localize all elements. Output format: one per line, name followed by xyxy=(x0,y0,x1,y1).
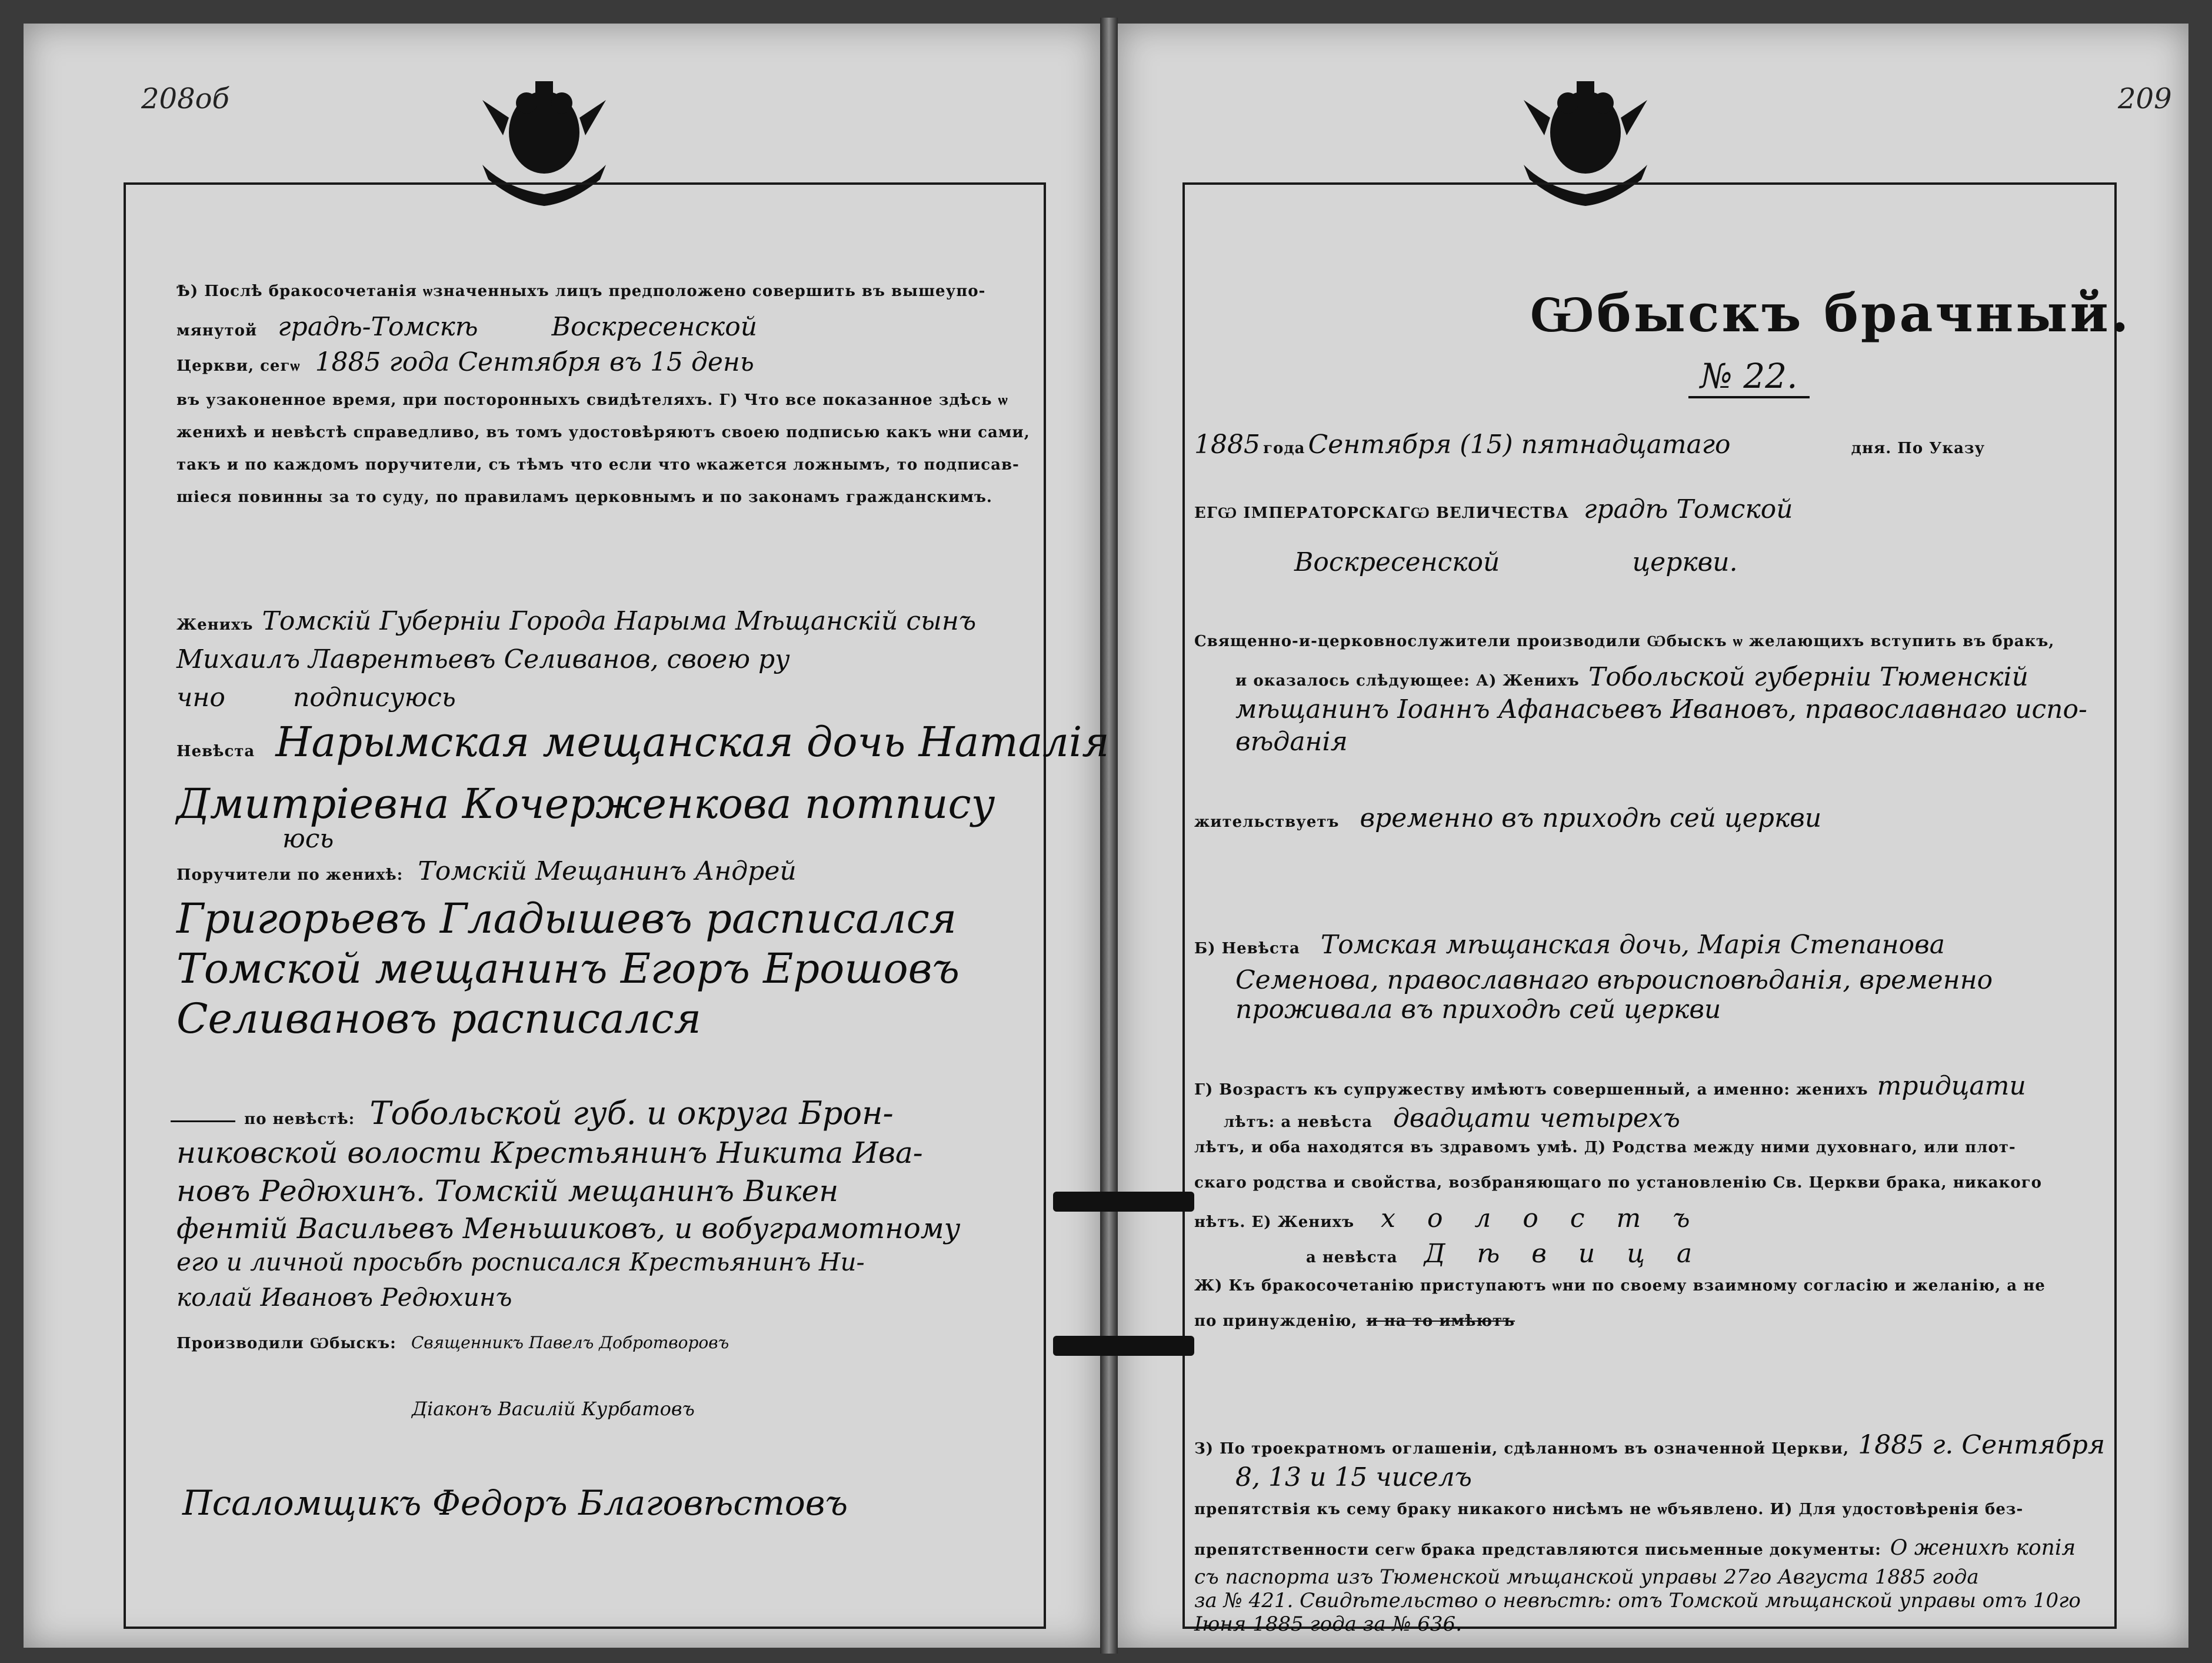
groom-text: Тобольской губерніи Тюменскій xyxy=(1588,662,2028,692)
consent-line-1: Ж) Къ бракосочетанію приступаютъ ѡни по своему взаимному согласію и желанію, а не xyxy=(1194,1277,2046,1295)
section-v-print: Церкви, сегѡ xyxy=(176,357,301,375)
form-frame xyxy=(1182,182,2117,1629)
date-line xyxy=(1194,430,1985,460)
documents-line-3: съ паспорта изъ Тюменской мѣщанской управы 27го Августа 1885 года xyxy=(1194,1565,1979,1589)
age-text: лѣтъ: а невѣста xyxy=(1224,1113,1372,1131)
struck-text: и на то имѣютъ xyxy=(1366,1312,1515,1330)
guarantors-bride-line-6: колай Ивановъ Редюхинъ xyxy=(176,1283,512,1312)
groom-line-1 xyxy=(176,606,976,636)
guarantors-bride-line-2: никовской волости Крестьянинъ Никита Ива- xyxy=(176,1136,923,1170)
bride-status-label: а невѣста xyxy=(1306,1249,1398,1266)
binding-thread xyxy=(1053,1336,1194,1356)
clergy-line: Священно-и-церковнослужители производили Ѡбыскъ ѡ желающихъ вступить въ бракъ, xyxy=(1194,633,2055,650)
groom-line-3: вѣданія xyxy=(1235,727,1348,757)
groom-line-2: мѣщанинъ Іоаннъ Афанасьевъ Ивановъ, православнаго испо- xyxy=(1235,694,2087,724)
age-text: Г) Возрастъ къ супружеству имѣютъ совершенный, а именно: женихъ xyxy=(1194,1081,1868,1099)
banns-line-2: 8, 13 и 15 чиселъ xyxy=(1235,1462,1472,1492)
deacon-signature: Діаконъ Василій Курбатовъ xyxy=(412,1398,695,1420)
decree-text: дня. По Указу xyxy=(1851,440,1986,457)
bride-age: двадцати четырехъ xyxy=(1393,1103,1680,1133)
section-v-line-4: въ узаконенное время, при посторонныхъ свидѣтеляхъ. Г) Что все показанное здѣсь ѡ xyxy=(176,391,1008,409)
section-v-city: градѣ-Томскѣ xyxy=(278,312,478,342)
banns-date: 1885 г. Сентября xyxy=(1858,1430,2106,1460)
priest-signature: Священникъ Павелъ Добротворовъ xyxy=(411,1333,729,1352)
bride-line-1 xyxy=(176,718,1110,766)
guarantors-bride-text: Тобольской губ. и округа Брон- xyxy=(369,1095,894,1132)
section-v-line-1: Ѣ) Послѣ бракосочетанія ѡзначенныхъ лицъ предположено совершить въ вышеупо- xyxy=(176,282,986,300)
guarantors-groom-label: Поручители по женихѣ: xyxy=(176,866,404,884)
guarantors-bride-line-5: его и личной просьбѣ росписался Крестьянинъ Ни- xyxy=(176,1248,865,1276)
age-line-2 xyxy=(1224,1103,1680,1133)
section-v-line-7: шіеся повинны за то суду, по правиламъ церковнымъ и по законамъ гражданскимъ. xyxy=(176,488,992,506)
majesty-line xyxy=(1194,494,1793,524)
page-number: 208об xyxy=(141,82,229,115)
guarantors-groom-text: Томскій Мещанинъ Андрей xyxy=(418,856,797,886)
guarantors-bride-line-4: фентій Васильевъ Меньшиковъ, и вобуграмотному xyxy=(176,1212,961,1245)
residence-label: жительствуетъ xyxy=(1194,813,1340,831)
status-line-1 xyxy=(1194,1203,1702,1233)
bride-status: Д ѣ в и ц а xyxy=(1424,1239,1704,1269)
residence-line xyxy=(1194,803,1821,833)
year: 1885 xyxy=(1194,430,1260,460)
document-title: Ѡбыскъ брачный. xyxy=(1530,282,2131,344)
year-label: года xyxy=(1263,440,1305,457)
section-v-line-6: такъ и по каждомъ поручители, съ тѣмъ что если что ѡкажется ложнымъ, то подписав- xyxy=(176,456,1020,474)
guarantors-groom-line-1 xyxy=(176,856,797,886)
church-line xyxy=(1294,547,1738,577)
kinship-line-1: лѣтъ, и оба находятся въ здравомъ умѣ. Д) Родства между ними духовнаго, или плот- xyxy=(1194,1139,2016,1156)
groom-label: и оказалось слѣдующее: А) Женихъ xyxy=(1235,672,1580,690)
bride-label: Невѣста xyxy=(176,743,255,760)
groom-line-1 xyxy=(1235,662,2028,692)
psalmist-signature: Псаломщикъ Федоръ Благовѣстовъ xyxy=(182,1483,848,1523)
guarantors-bride-label: по невѣстѣ: xyxy=(244,1110,355,1128)
section-v-line-5: женихѣ и невѣстѣ справедливо, въ томъ удостовѣряютъ своею подписью какъ ѡни сами, xyxy=(176,424,1030,441)
section-v-print: мянутой xyxy=(176,322,258,340)
bride-line-3: проживала въ приходѣ сей церкви xyxy=(1235,995,1721,1025)
documents-line-4: за № 421. Свидѣтельство о невѣстѣ: отъ Томской мѣщанской управы отъ 10го xyxy=(1194,1589,2081,1612)
bride-text: Нарымская мещанская дочь Наталія xyxy=(275,718,1110,766)
section-v-line-2 xyxy=(176,312,757,342)
guarantors-bride-line-3: новъ Редюхинъ. Томскій мещанинъ Викен xyxy=(176,1174,839,1208)
groom-text: Томскій Губерніи Города Нарыма Мѣщанскій сынъ xyxy=(262,606,977,636)
documents-line-1: препятствія къ сему браку никакого нисѣмъ не ѡбъявлено. И) Для удостовѣренія без- xyxy=(1194,1501,2024,1518)
bride-line-2: Семенова, православнаго вѣроисповѣданія, временно xyxy=(1235,965,1993,995)
residence-text: временно въ приходѣ сей церкви xyxy=(1360,803,1822,833)
groom-signature: подписуюсь xyxy=(292,683,456,713)
bride-line-3: юсь xyxy=(282,824,334,854)
consent-line-2 xyxy=(1194,1312,1515,1330)
groom-label: Женихъ xyxy=(176,616,254,634)
groom-line-2: Михаилъ Лаврентьевъ Селиванов, своею ру xyxy=(176,644,790,674)
binding-thread xyxy=(1053,1192,1194,1212)
section-v-church: Воскресенской xyxy=(551,312,758,342)
status-line-2 xyxy=(1306,1239,1704,1269)
groom-status-label: нѣтъ. Е) Женихъ xyxy=(1194,1213,1355,1231)
majesty-text: ЕГѠ ІМПЕРАТОРСКАГѠ ВЕЛИЧЕСТВА xyxy=(1194,504,1570,522)
dash-line xyxy=(171,1120,235,1122)
date-text: Сентября (15) пятнадцатаго xyxy=(1308,430,1731,460)
performed-line xyxy=(176,1333,729,1352)
guarantors-groom-line-2: Григорьевъ Гладышевъ расписался xyxy=(176,894,957,943)
section-v-line-3 xyxy=(176,347,754,377)
city-text: градѣ Томской xyxy=(1584,494,1793,524)
church-word: церкви. xyxy=(1632,547,1738,577)
church-name: Воскресенской xyxy=(1294,547,1500,577)
right-page xyxy=(1118,24,2188,1648)
record-number: № 22. xyxy=(1688,356,1810,398)
guarantors-bride-line-1 xyxy=(171,1095,894,1132)
guarantors-groom-line-4: Селивановъ расписался xyxy=(176,995,701,1043)
banns-line-1 xyxy=(1194,1430,2105,1460)
left-page xyxy=(24,24,1110,1648)
bride-label: Б) Невѣста xyxy=(1194,940,1300,957)
documents-hand: О женихѣ копія xyxy=(1890,1536,2076,1560)
documents-line-5: Іюня 1885 года за № 636. xyxy=(1194,1612,1462,1636)
documents-text: препятственности сегѡ брака представляются письменные документы: xyxy=(1194,1541,1881,1559)
bride-line-2: Дмитріевна Кочерженкова потпису xyxy=(176,780,995,828)
banns-text: З) По троекратномъ оглашеніи, сдѣланномъ въ означенной Церкви, xyxy=(1194,1440,1850,1458)
groom-age: тридцати xyxy=(1877,1071,2026,1101)
bride-text: Томская мѣщанская дочь, Марія Степанова xyxy=(1320,930,1945,960)
section-v-date: 1885 года Сентября въ 15 день xyxy=(315,347,754,377)
guarantors-groom-line-3: Томской мещанинъ Егоръ Ерошовъ xyxy=(176,944,960,993)
age-line-1 xyxy=(1194,1071,2026,1101)
page-number: 209 xyxy=(2118,82,2172,115)
bride-line-1 xyxy=(1194,930,1945,960)
documents-line-2 xyxy=(1194,1536,2076,1560)
groom-text: чно xyxy=(176,683,225,713)
book-spine xyxy=(1100,18,1118,1654)
consent-text: по принужденію, xyxy=(1194,1312,1358,1330)
kinship-line-2: скаго родства и свойства, возбраняющаго по установленію Св. Церкви брака, никакого xyxy=(1194,1174,2043,1192)
performed-label: Производили Ѡбыскъ: xyxy=(176,1335,397,1352)
groom-line-3 xyxy=(176,683,456,713)
groom-status: х о л о с т ъ xyxy=(1381,1203,1702,1233)
